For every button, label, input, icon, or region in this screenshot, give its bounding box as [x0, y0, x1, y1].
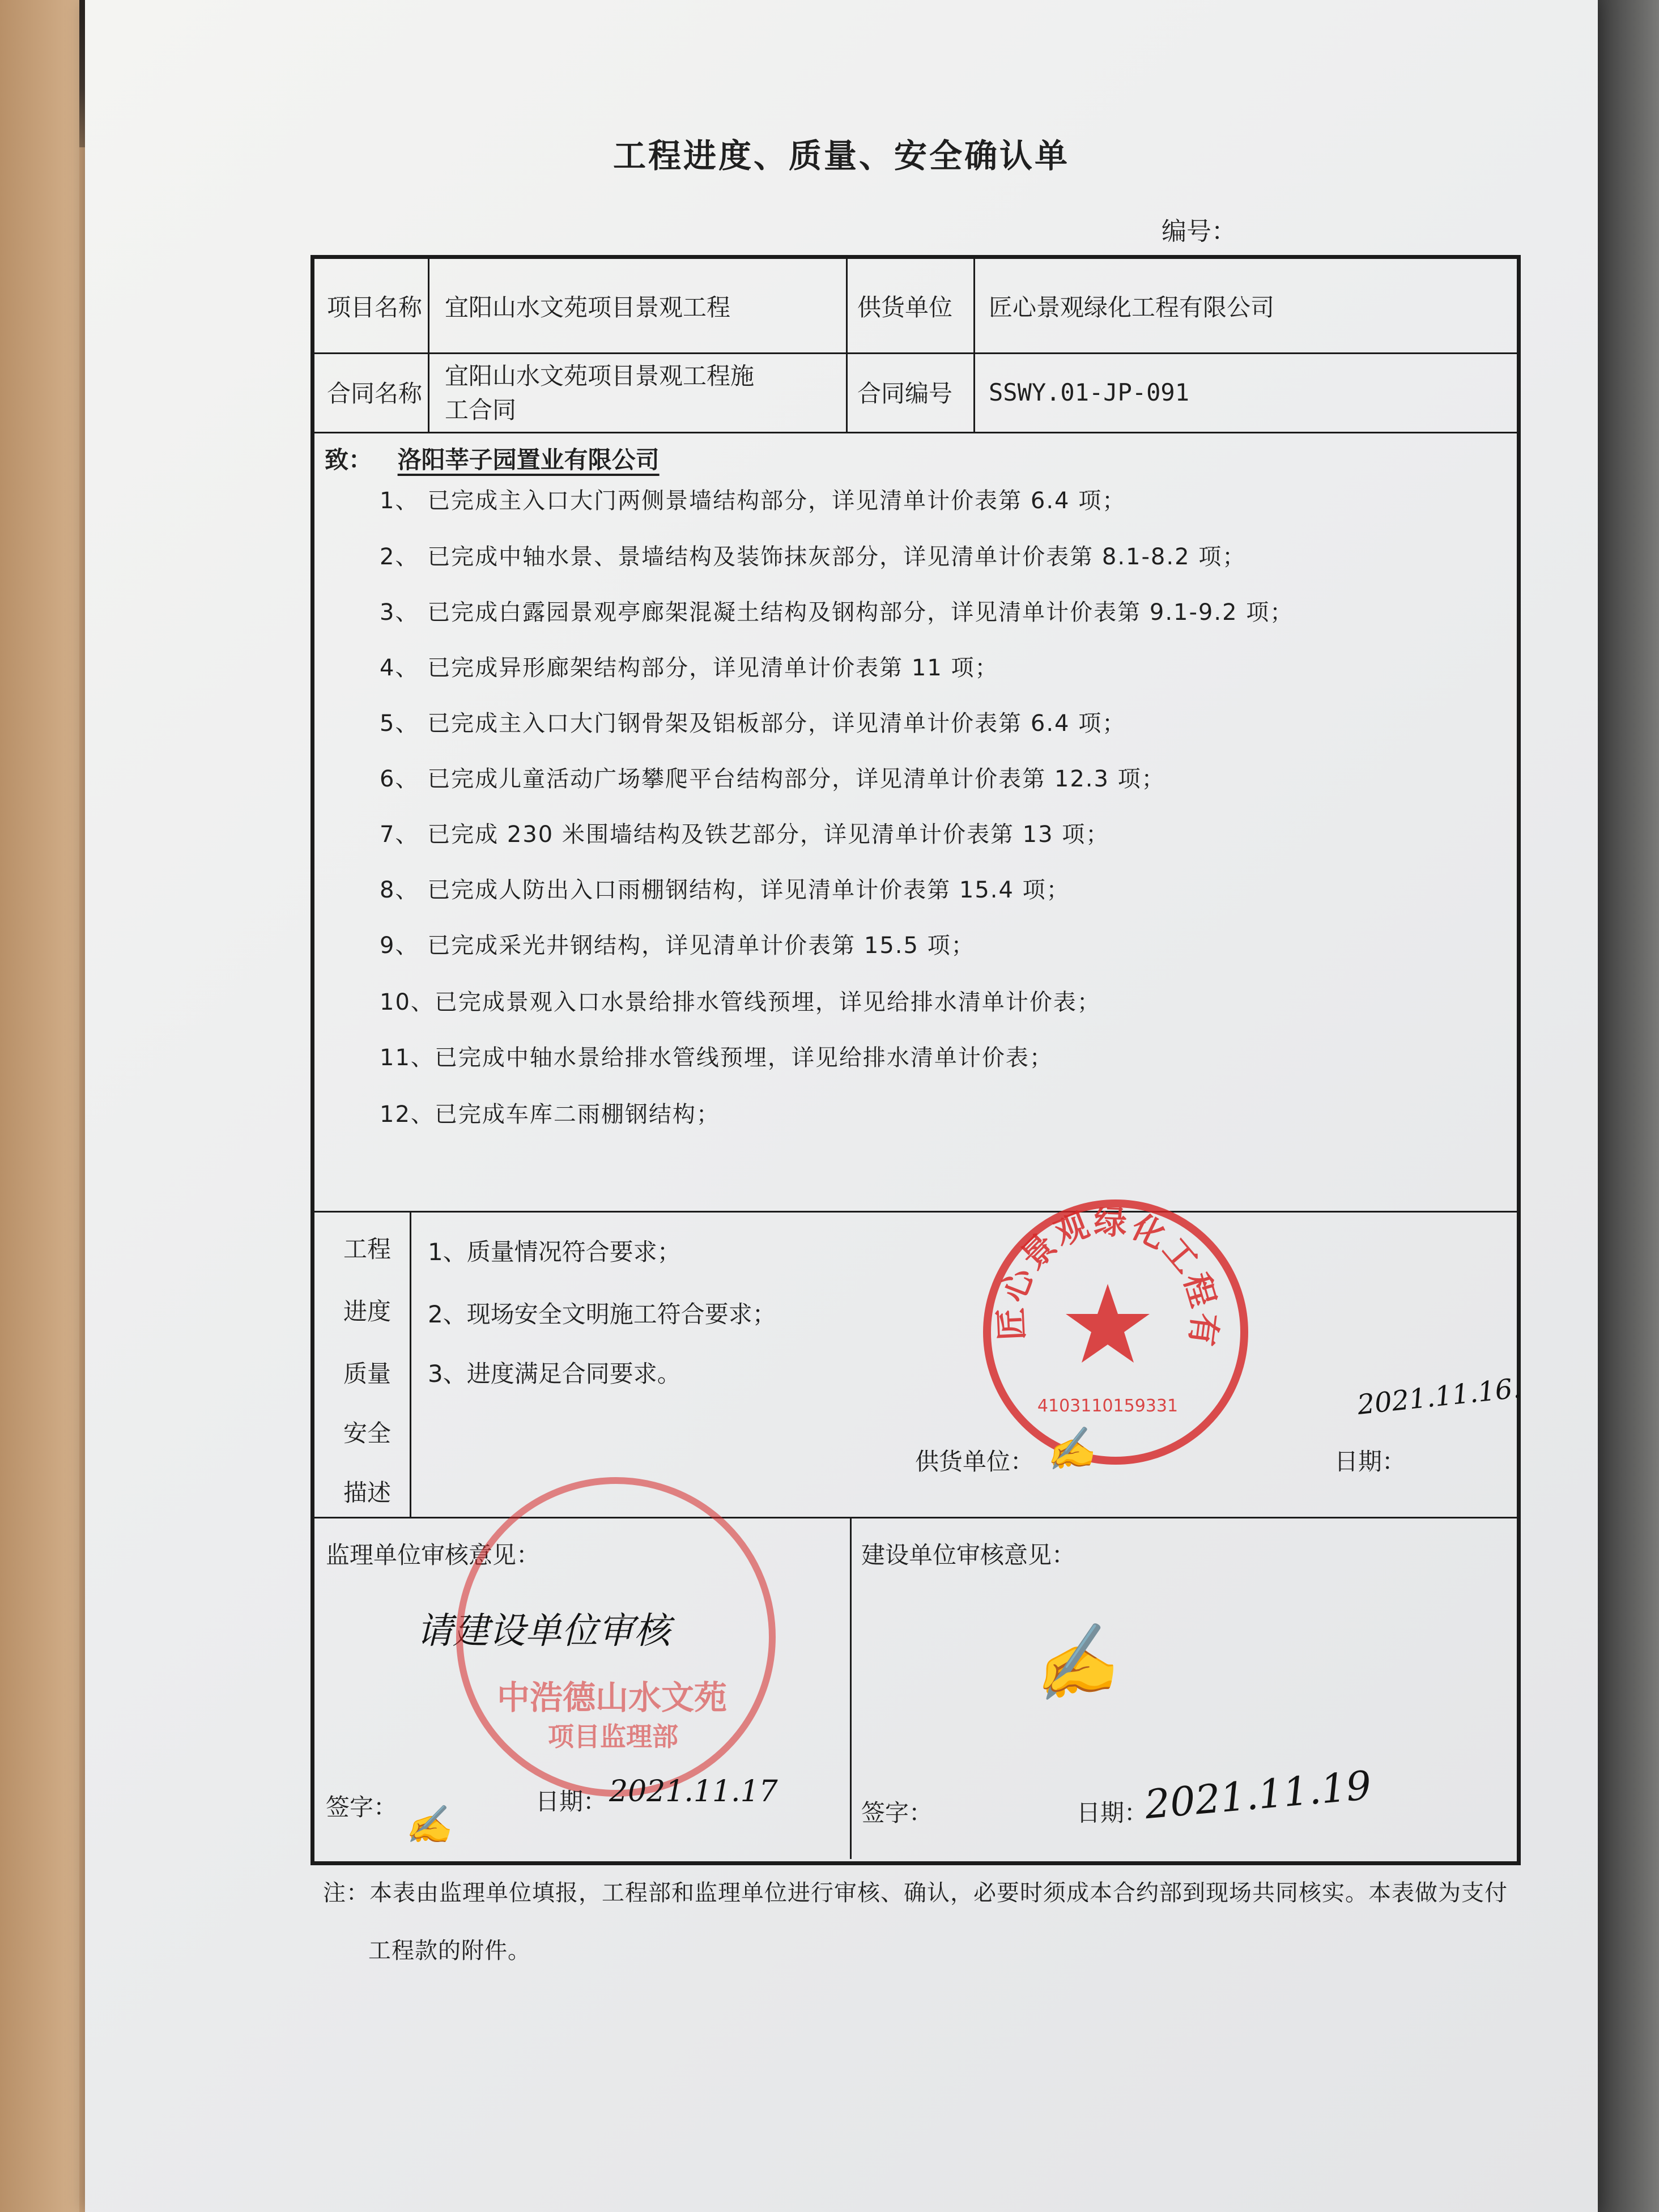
project-name: 宜阳山水文苑项目景观工程: [445, 293, 731, 321]
desc-label-column: [325, 1211, 411, 1517]
desc-label-char: 工程: [343, 1235, 391, 1263]
progress-quality-safety-block: [314, 1207, 1523, 1518]
list-item: 10、已完成景观入口水景给排水管线预埋，详见给排水清单计价表；: [380, 989, 1101, 1015]
list-item: 1、 已完成主入口大门两侧景墙结构部分，详见清单计价表第 6.4 项；: [380, 488, 1126, 514]
supplier-company-seal: [983, 1199, 1248, 1465]
supplier-seal-name: 匠心景观绿化工程有: [991, 1207, 1224, 1351]
divider: [973, 352, 975, 432]
supervision-seal-text: 中浩德山水文苑: [497, 1678, 728, 1717]
desc-label-char: 质量: [343, 1360, 391, 1388]
supervision-handwritten-opinion: 请建设单位审核: [416, 1610, 670, 1652]
list-item: 3、 已完成白露园景观亭廊架混凝土结构及钢构部分，详见清单计价表第 9.1-9.2 项；: [380, 599, 1294, 626]
desk-background-left: [0, 0, 79, 2212]
desc-line: 1、质量情况符合要求；: [428, 1238, 681, 1266]
number-label: 编号：: [1162, 217, 1236, 246]
addressee-label: 致：: [325, 446, 373, 474]
footnote-line1: 注：本表由监理单位填报，工程部和监理单位进行审核、确认，必要时须成本合约部到现场共同核实。本表做为支付: [323, 1880, 1508, 1906]
owner-signature: ✍: [1024, 1618, 1122, 1710]
contract-name-line1: 宜阳山水文苑项目景观工程施: [445, 362, 755, 390]
supplier-date-label: 日期：: [1334, 1448, 1406, 1475]
list-item: 2、 已完成中轴水景、景墙结构及装饰抹灰部分，详见清单计价表第 8.1-8.2 项；: [380, 544, 1247, 570]
footnote: [323, 1864, 1659, 1980]
supplier-seal-code: 4103110159331: [1037, 1396, 1179, 1416]
divider: [846, 259, 848, 352]
divider: [973, 259, 975, 352]
owner-sign-label: 签字：: [861, 1799, 933, 1827]
owner-date-label: 日期：: [1077, 1799, 1148, 1827]
contract-no: SSWY.01-JP-091: [989, 378, 1190, 406]
list-item: 5、 已完成主入口大门钢骨架及铝板部分，详见清单计价表第 6.4 项；: [380, 711, 1126, 737]
list-item: 11、已完成中轴水景给排水管线预埋，详见给排水清单计价表；: [380, 1045, 1053, 1071]
document-sheet: [85, 0, 1598, 2212]
contract-name: [445, 359, 754, 427]
desc-label-char: 进度: [343, 1298, 391, 1325]
page-title: 工程进度、质量、安全确认单: [612, 137, 1070, 175]
list-item: 12、已完成车库二雨棚钢结构；: [380, 1101, 720, 1128]
supplier-sign-label: 供货单位：: [915, 1448, 1035, 1475]
owner-review: [850, 1517, 1517, 1859]
completed-items: [314, 446, 1517, 1213]
addressee-company: 洛阳莘子园置业有限公司: [397, 446, 660, 474]
supervision-date-label: 日期：: [535, 1788, 607, 1815]
supervision-sign-label: 签字：: [326, 1793, 398, 1821]
star-icon: [1066, 1284, 1150, 1363]
supervision-handwritten-date: 2021.11.17: [609, 1775, 778, 1809]
contract-name-label: 合同名称: [327, 380, 423, 407]
owner-opinion-label: 建设单位审核意见：: [861, 1541, 1076, 1569]
divider: [428, 352, 429, 432]
desc-label-char: 安全: [343, 1419, 391, 1447]
supervision-opinion-label: 监理单位审核意见：: [326, 1541, 541, 1569]
list-item: 4、 已完成异形廊架结构部分，详见清单计价表第 11 项；: [380, 655, 999, 681]
supervision-seal: [456, 1477, 776, 1797]
supplier-seal-graphic: [991, 1207, 1224, 1441]
contract-name-line2: 工合同: [445, 396, 517, 424]
list-item: 7、 已完成 230 米围墙结构及铁艺部分，详见清单计价表第 13 项；: [380, 822, 1110, 848]
supplier-label: 供货单位: [857, 293, 953, 321]
footnote-line2: 工程款的附件。: [368, 1938, 531, 1964]
contract-no-label: 合同编号: [857, 380, 953, 407]
supervision-seal-text2: 项目监理部: [548, 1721, 678, 1752]
list-item: 8、 已完成人防出入口雨棚钢结构，详见清单计价表第 15.4 项；: [380, 877, 1070, 903]
project-name-label: 项目名称: [327, 293, 423, 321]
desc-label-char: 描述: [343, 1479, 391, 1507]
review-section: [314, 1517, 1517, 1859]
divider: [846, 352, 848, 432]
form-table: [310, 255, 1521, 1865]
desc-line: 3、进度满足合同要求。: [428, 1360, 681, 1388]
supplier-name: 匠心景观绿化工程有限公司: [989, 293, 1275, 321]
supervision-signature: ✍: [405, 1803, 452, 1847]
owner-handwritten-date: 2021.11.19: [1143, 1762, 1373, 1828]
divider: [428, 259, 429, 352]
list-item: 6、 已完成儿童活动广场攀爬平台结构部分，详见清单计价表第 12.3 项；: [380, 766, 1165, 792]
supplier-handwritten-date: 2021.11.16.: [1355, 1372, 1523, 1422]
supplier-signature: ✍: [1043, 1423, 1098, 1475]
supervision-review: [314, 1517, 852, 1859]
row-contract: [314, 352, 1517, 433]
desc-line: 2、现场安全文明施工符合要求；: [428, 1300, 776, 1328]
list-item: 9、 已完成采光井钢结构，详见清单计价表第 15.5 项；: [380, 933, 975, 959]
row-project: [314, 259, 1517, 354]
